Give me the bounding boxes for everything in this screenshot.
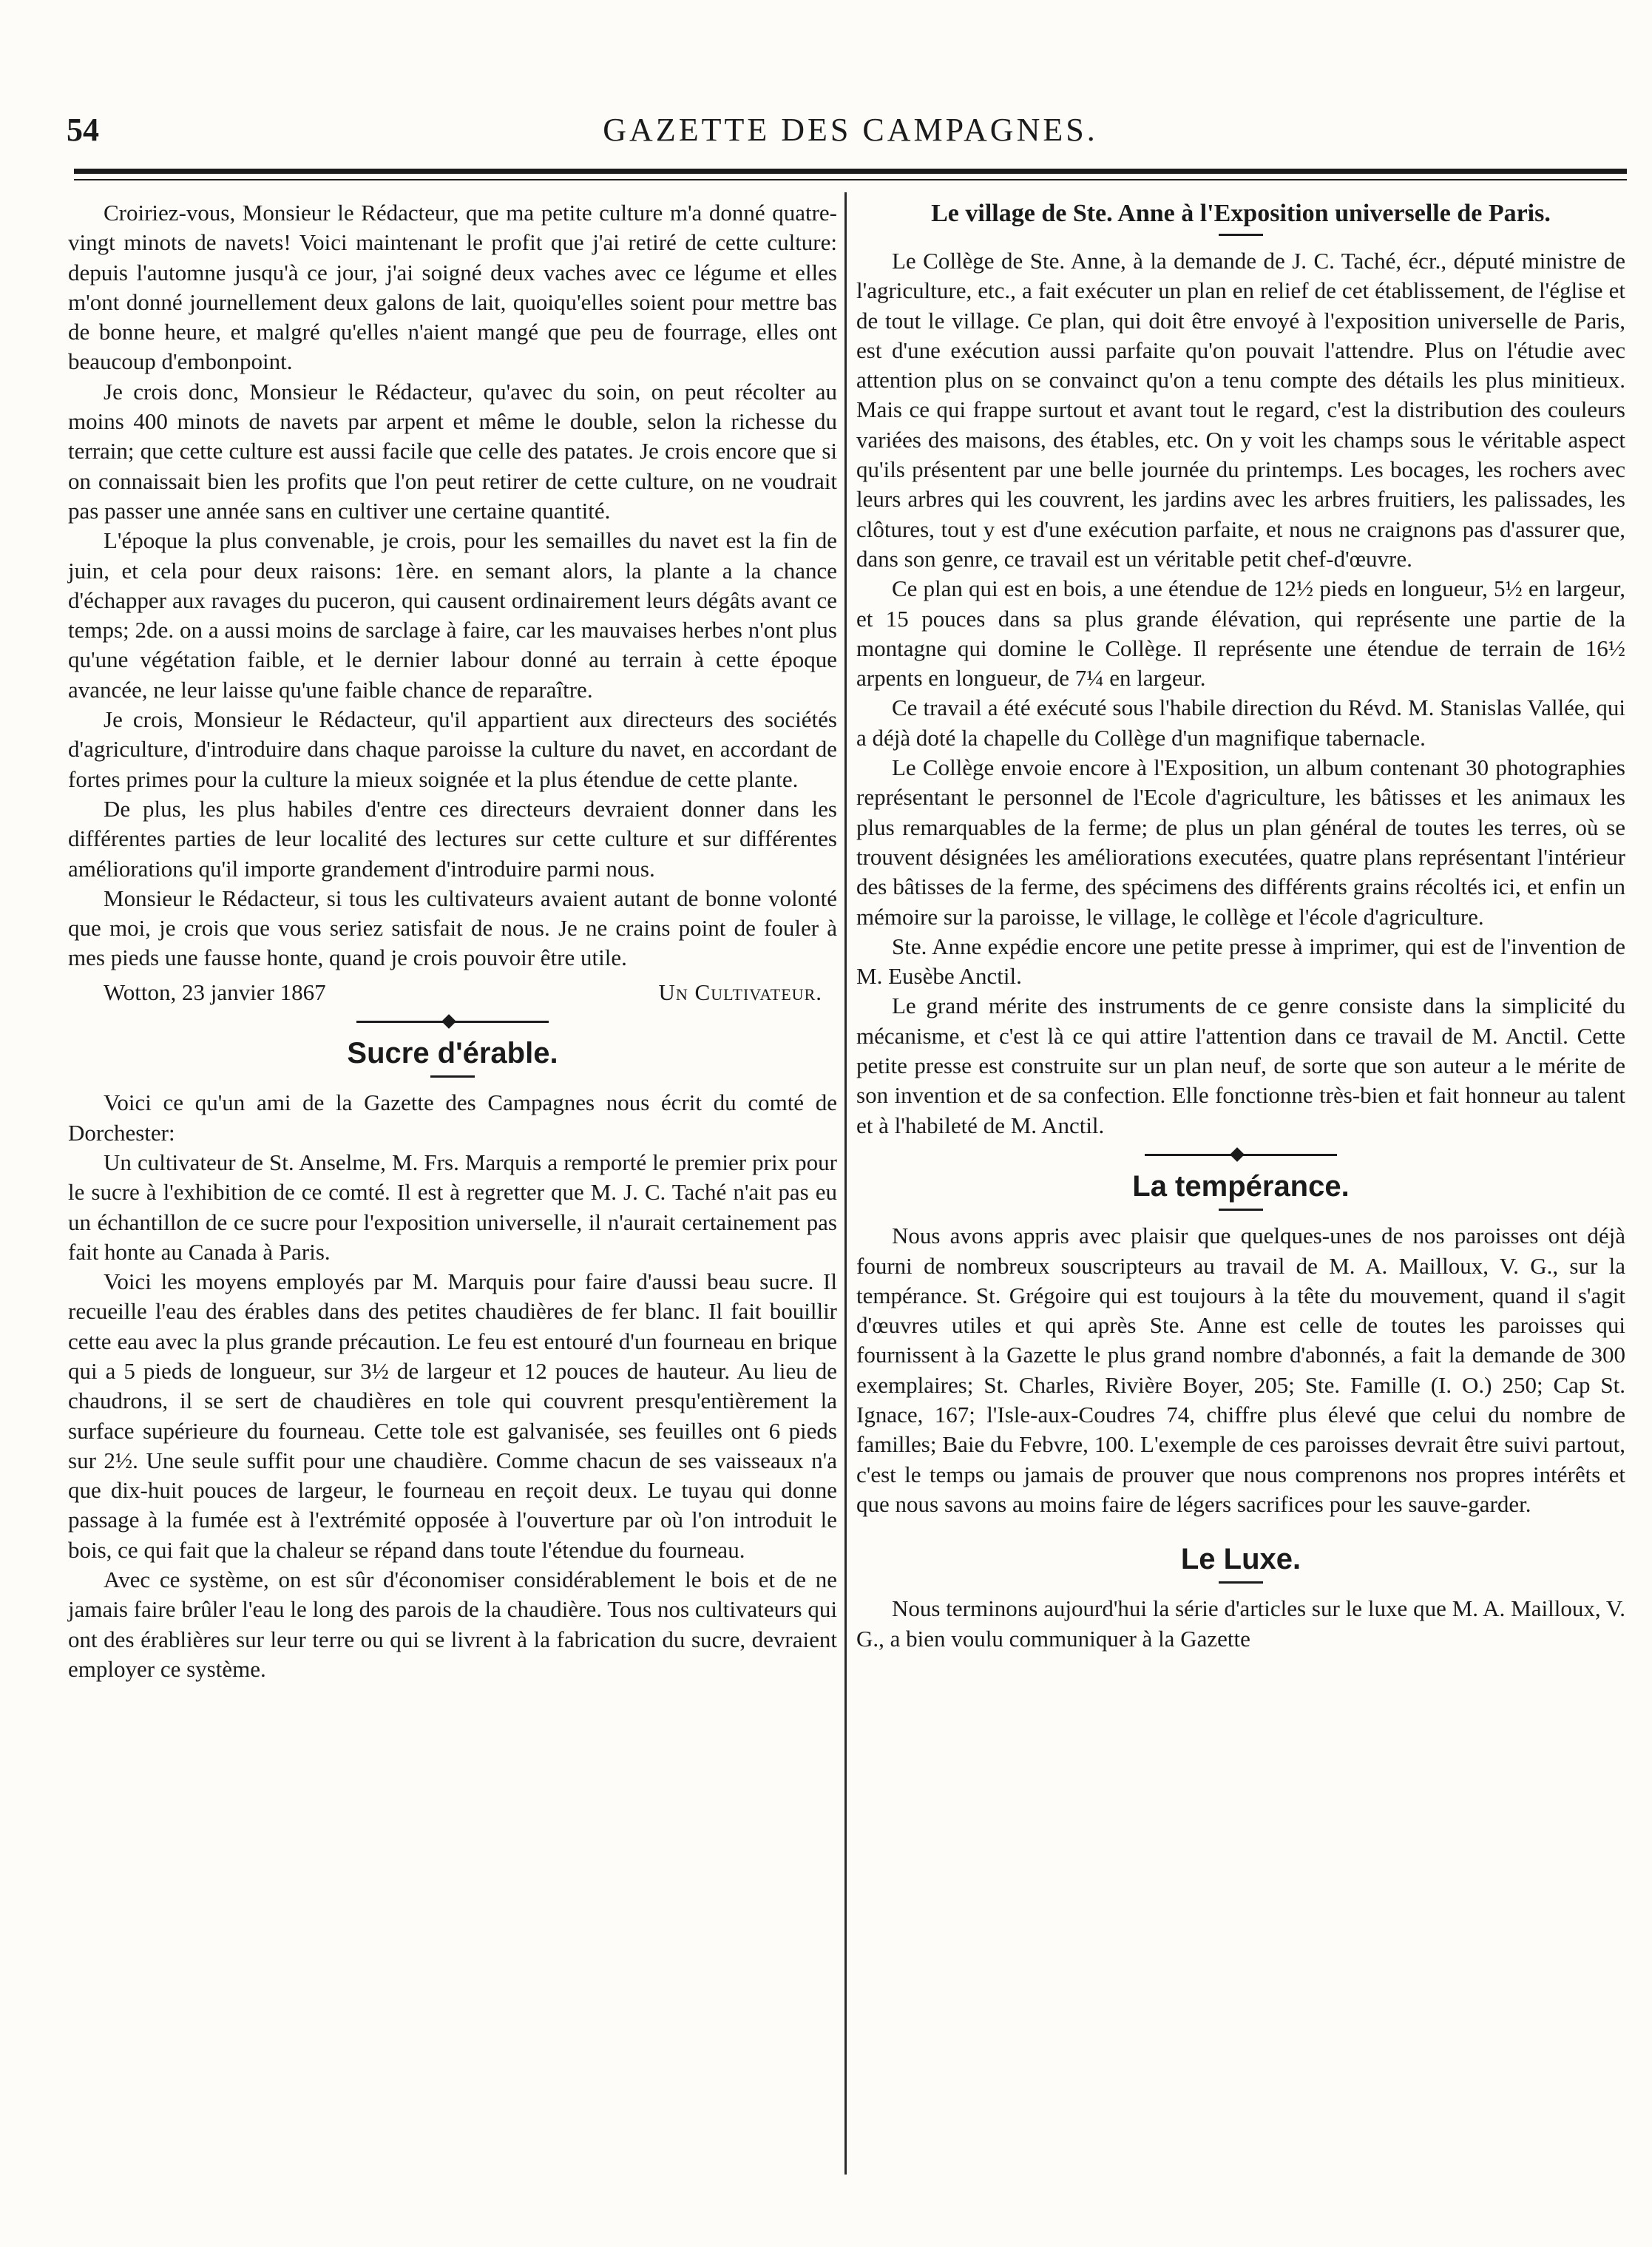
heading-dash bbox=[1219, 1581, 1263, 1584]
column-divider bbox=[844, 192, 847, 2175]
right-column bbox=[856, 198, 1625, 1654]
letter-signature bbox=[68, 978, 837, 1007]
running-title: GAZETTE DES CAMPAGNES. bbox=[603, 112, 1098, 148]
letter-paragraph: L'époque la plus convenable, je crois, pour les semailles du navet est la fin de juin, et cela pour deux raisons: 1ère. en semant alors, la plante a la chance d'échapper aux ravages du puceron, qui causent ordinairement leurs dégâts avant ce temps; 2de. on a aussi moins de sarclage à faire, car les mauvaises herbes n'ont plus qu'une végétation faible, et le dernier labour donné au terrain à cette époque avancée, ne leur laisse qu'une faible chance de reparaître. bbox=[68, 527, 837, 703]
signature-place-date: Wotton, 23 janvier 1867 bbox=[104, 979, 326, 1005]
article-paragraph: Le Collège de Ste. Anne, à la demande de J. C. Taché, écr., député ministre de l'agriculture, etc., a fait exécuter un plan en relief de cet établissement, de l'église et de tout le village. Ce plan, qui doit être envoyé à l'exposition universelle de Paris, est d'une exécution aussi parfaite qu'on pouvait l'attendre. Plus on l'étudie avec attention plus on se convainct qu'on a tenu compte des détails les plus minitieux. Mais ce qui frappe surtout et avant tout le regard, c'est la distribution des couleurs variées des maisons, des étables, etc. On y voit les champs sous le véritable aspect qu'ils présentent par une belle journée du printemps. Les bocages, les rochers avec leurs arbres qui les couvrent, les jardins avec les arbres fruitiers, les palissades, les clôtures, tout y est d'une exécution parfaite, et nous ne craignons pas d'assurer que, dans son genre, ce travail est un véritable petit chef-d'œuvre. bbox=[856, 248, 1625, 572]
section-ornament bbox=[356, 1016, 549, 1027]
article-paragraph: Un cultivateur de St. Anselme, M. Frs. Marquis a remporté le premier prix pour le sucre à l'exhibition de ce comté. Il est à regretter que M. J. C. Taché n'ait pas eu un échantillon de ce sucre pour l'exposition universelle, il n'aurait certainement pas fait honte au Canada à Paris. bbox=[68, 1149, 837, 1265]
letter-paragraph: De plus, les plus habiles d'entre ces directeurs devraient donner dans les différentes parties de leur localité des lectures sur cette culture et sur différentes améliorations qu'il importe grandement d'introduire parmi nous. bbox=[68, 795, 837, 882]
article-intro: Voici ce qu'un ami de la Gazette des Campagnes nous écrit du comté de Dorchester: bbox=[68, 1089, 837, 1146]
signature-author: Un Cultivateur. bbox=[658, 979, 822, 1005]
section-ornament bbox=[1145, 1149, 1337, 1160]
page-number: 54 bbox=[67, 112, 99, 148]
left-column bbox=[68, 198, 837, 1684]
article-paragraph: Ce travail a été exécuté sous l'habile direction du Révd. M. Stanislas Vallée, qui a déjà doté la chapelle du Collège d'un magnifique tabernacle. bbox=[856, 695, 1625, 751]
letter-paragraph: Je crois, Monsieur le Rédacteur, qu'il appartient aux directeurs des sociétés d'agriculture, d'introduire dans chaque paroisse la culture du navet, en accordant de fortes primes pour la culture la mieux soignée et la plus étendue de cette plante. bbox=[68, 706, 837, 792]
section-heading-sucre: Sucre d'érable. bbox=[347, 1037, 558, 1070]
letter-paragraph: Je crois donc, Monsieur le Rédacteur, qu'avec du soin, on peut récolter au moins 400 minots de navets par arpent et même le double, selon la richesse du terrain; que cette culture est aussi facile que celle des patates. Je crois encore que si on connaissait bien les profits que l'on peut retirer de cette culture, on ne voudrait pas passer une année sans en cultiver une certaine quantité. bbox=[68, 378, 837, 524]
heading-dash bbox=[430, 1075, 475, 1078]
section-heading-village: Le village de Ste. Anne à l'Exposition universelle de Paris. bbox=[931, 200, 1551, 227]
letter-paragraph: Monsieur le Rédacteur, si tous les cultivateurs avaient autant de bonne volonté que moi, je crois que vous seriez satisfait de nous. Je ne crains point de fouler à mes pieds une fausse honte, quand je crois pouvoir être utile. bbox=[68, 885, 837, 971]
article-paragraph: Le grand mérite des instruments de ce genre consiste dans la simplicité du mécanisme, et c'est là ce qui attire l'attention dans ce travail de M. Anctil. Cette petite presse est construite sur un plan neuf, de sorte que son auteur a le mérite de son invention et de sa confection. Elle fonctionne très-bien et fait honneur au talent et à l'habileté de M. Anctil. bbox=[856, 993, 1625, 1138]
article-paragraph: Ce plan qui est en bois, a une étendue de 12½ pieds en longueur, 5½ en largeur, et 15 pouces dans sa plus grande élévation, qui représente une partie de la montagne qui domine le Collège. Il représente une étendue de terrain de 16½ arpents en longueur, de 7¼ en largeur. bbox=[856, 575, 1625, 692]
article-paragraph: Ste. Anne expédie encore une petite presse à imprimer, qui est de l'invention de M. Eusèbe Anctil. bbox=[856, 933, 1625, 990]
letter-paragraph: Croiriez-vous, Monsieur le Rédacteur, que ma petite culture m'a donné quatre-vingt minots de navets! Voici maintenant le profit que j'ai retiré de cette culture: depuis l'automne jusqu'à ce jour, j'ai soigné deux vaches avec ce légume et elles m'ont donné journellement deux galons de lait, quoiqu'elles soient pour mettre bas de bonne heure, et malgré qu'elles n'aient mangé que peu de fourrage, elles ont beaucoup d'embonpoint. bbox=[68, 200, 837, 375]
section-heading-temperance: La tempérance. bbox=[1132, 1169, 1350, 1203]
article-paragraph: Nous avons appris avec plaisir que quelques-unes de nos paroisses ont déjà fourni de nombreux souscripteurs au travail de M. A. Mailloux, V. G., sur la tempérance. St. Grégoire qui est toujours à la tête du mouvement, quand il s'agit d'œuvres utiles et qui après Ste. Anne est celle de toutes les paroisses qui fournissent à la Gazette le plus grand nombre d'abonnés, a fait la demande de 300 exemplaires; St. Charles, Rivière Boyer, 205; Ste. Famille (I. O.) 250; Cap St. Ignace, 167; l'Isle-aux-Coudres 74, chiffre plus élevé que celui du nombre de familles; Baie du Febvre, 100. L'exemple de ces paroisses devrait être suivi partout, c'est le temps ou jamais de prouver que nous comprenons nos propres intérêts et que nous savons au moins faire de légers sacrifices pour les sauve-garder. bbox=[856, 1223, 1625, 1517]
header-rule-thin bbox=[74, 179, 1627, 180]
heading-dash bbox=[1219, 234, 1263, 236]
section-heading-luxe: Le Luxe. bbox=[1180, 1543, 1301, 1576]
article-paragraph: Avec ce système, on est sûr d'économiser considérablement le bois et de ne jamais faire brûler l'eau le long des parois de la chaudière. Tous nos cultivateurs qui ont des érablières sur leur terre ou qui se livrent à la fabrication du sucre, devraient employer ce système. bbox=[68, 1567, 837, 1682]
page-header bbox=[67, 111, 1634, 155]
header-rule-thick bbox=[74, 169, 1627, 174]
heading-dash bbox=[1219, 1209, 1263, 1211]
article-paragraph: Voici les moyens employés par M. Marquis pour faire d'aussi beau sucre. Il recueille l'eau des érables dans des petites chaudières de fer blanc. Il fait bouillir cette eau avec la plus grande précaution. Le feu est entouré d'un fourneau en brique qui a 5 pieds de longueur, sur 3½ de largeur et 12 pouces de hauteur. Au lieu de chaudrons, il se sert de chaudières en tole qui couvrent presqu'entièrement la surface supérieure du fourneau. Cette tole est galvanisée, ses feuilles ont 6 pieds sur 2½. Une seule suffit pour une chaudière. Comme chacun de ses vaisseaux n'a que dix-huit pouces de largeur, le fourneau en reçoit deux. Le tuyau qui donne passage à la fumée est à l'extrémité opposée à l'ouverture par où l'on introduit le bois, ce qui fait que la chaleur se répand dans toute l'étendue du fourneau. bbox=[68, 1268, 837, 1563]
article-paragraph: Nous terminons aujourd'hui la série d'articles sur le luxe que M. A. Mailloux, V. G., a bien voulu communiquer à la Gazette bbox=[856, 1595, 1625, 1652]
article-paragraph: Le Collège envoie encore à l'Exposition, un album contenant 30 photographies représentant le personnel de l'Ecole d'agriculture, les bâtisses et les animaux les plus remarquables de la ferme; de plus un plan général de toutes les terres, où se trouvent désignées les améliorations executées, quatre plans représentant l'intérieur des bâtisses de la ferme, des spécimens des différents grains récoltés ici, et enfin un mémoire sur la paroisse, le village, le collège et l'école d'agriculture. bbox=[856, 754, 1625, 930]
